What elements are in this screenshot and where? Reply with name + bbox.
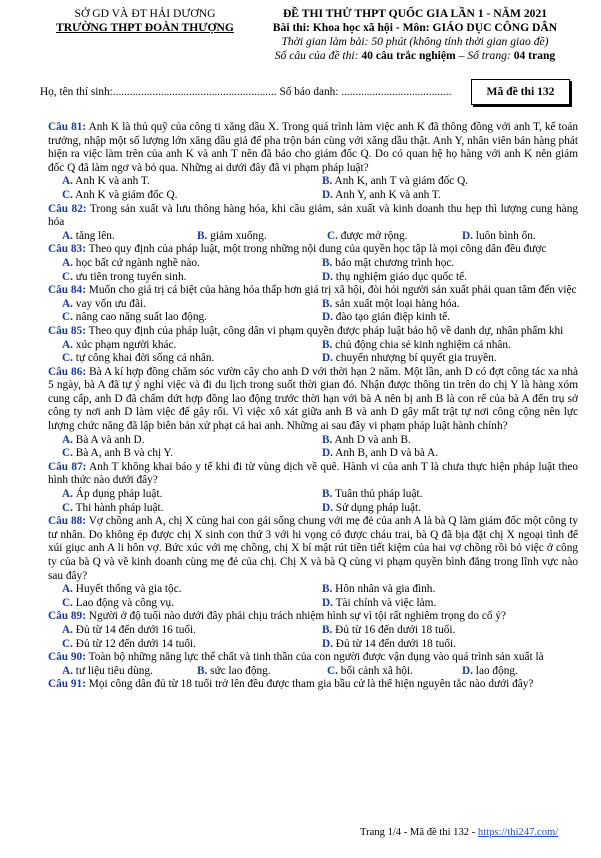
answer-options (48, 624, 578, 651)
question-text: Vợ chồng anh A, chị X cùng hai con gái sống chung với mẹ đẻ của anh A là bà Q làm giám đốc một công ty tư nhân. Do không ép được chị X sinh con thứ 3 với hi vọng có được cháu trai, bà Q đã bịa đặt chị X ngoại tình để xúi giục anh A li hôn vợ. Bức xúc với mẹ chồng, chị X bí mật rút tiền tiết kiệm của hai vợ chồng rồi bỏ việc ở công ty của bà Q và về kinh doanh cùng mẹ đẻ của chị. Chị X và bà Q cùng vi phạm quyền bình đẳng trong lĩnh vực nào sau đây? (48, 515, 578, 582)
option-text: chủ động chia sẻ kinh nghiệm cá nhân. (332, 338, 511, 351)
option-text: chuyển nhượng bí quyết gia truyền. (332, 352, 497, 365)
question (48, 243, 578, 257)
question-text: Muốn cho giá trị cá biệt của hàng hóa thấp hơn giá trị xã hội, đòi hỏi người sản xuất phải quan tâm đến việc (85, 284, 577, 297)
question-text: Bà A kí hợp đồng chăm sóc vườn cây cho anh D với thời hạn 2 năm. Một lần, anh D có đợt công tác xa nhà 5 ngày, bà A đã tự ý nghỉ việc và đi du lịch trong suốt thời gian đó. Nhận được thông tin trên do chị Y là hàng xóm cung cấp, anh D đã chấm dứt hợp đồng lao động trước thời hạn với bà A nên bị anh B là con rể của bà A đến trụ sở công ty nơi anh D làm việc để gây rối. Vì việc xô xát giữa anh B và anh D gây mất trật tự nơi công cộng nên lực lượng chức năng đã lập biên bản xử phạt cả hai anh. Những ai sau đây vi phạm pháp luật hành chính? (48, 365, 578, 433)
answer-option[interactable] (48, 583, 308, 597)
option-letter: D. (462, 229, 473, 242)
answer-options (48, 298, 578, 325)
header-left (40, 7, 250, 35)
option-text: Tài chính và việc làm. (332, 596, 437, 609)
option-letter: A. (62, 488, 73, 501)
candidate-info (40, 86, 451, 100)
question-number: Câu 84: (48, 284, 86, 297)
option-text: được mở rộng. (337, 229, 408, 242)
answer-option[interactable] (313, 665, 448, 679)
question-text: Anh K là thủ quỹ của công ti xăng dầu X. Trong quá trình làm việc anh K đã thông đồng với anh T, kế toán trưởng, nhập một số lượng lớn xăng dầu giả để pha trộn bán cùng với xăng dầu thật. Anh Y, nhân viên bán hàng phát hiện ra việc làm trên của anh K và anh T nên đã báo cho giám đốc Q. Do có quan hệ họ hàng với anh K nên giám đốc Q đã làm ngơ và bỏ qua. Những ai dưới đây đã vi phạm pháp luật? (48, 121, 578, 174)
exam-time: Thời gian làm bài: 50 phút (không tính thời gian giao đề) (281, 35, 549, 48)
option-text: Đủ từ 14 đến dưới 18 tuổi. (332, 637, 457, 650)
answer-option[interactable] (308, 257, 578, 271)
option-text: Đủ từ 16 đến dưới 18 tuổi. (332, 623, 456, 636)
answer-options (48, 257, 578, 284)
answer-option[interactable] (48, 597, 308, 611)
option-text: Anh K, anh T và giám đốc Q. (332, 175, 469, 188)
pages-prefix: – Số trang: (455, 49, 514, 62)
question-number: Câu 87: (48, 460, 87, 473)
answer-option[interactable] (308, 583, 578, 597)
question-text: Theo quy định của pháp luật, một trong những nội dung của quyền học tập là mọi công dân đều được (85, 243, 547, 256)
option-text: bảo mật chương trình học. (332, 256, 455, 269)
question (48, 121, 578, 175)
option-letter: A. (62, 256, 73, 269)
answer-option[interactable] (183, 230, 313, 244)
answer-options (48, 175, 578, 202)
option-text: Áp dụng pháp luật. (72, 488, 163, 501)
answer-option[interactable] (48, 665, 183, 679)
option-text: Thi hành pháp luật. (72, 501, 164, 514)
option-text: Hôn nhân và gia đình. (332, 583, 436, 596)
option-letter: A. (62, 175, 73, 188)
option-text: Anh K và anh T. (72, 175, 150, 188)
answer-option[interactable] (308, 339, 578, 353)
option-letter: C. (62, 188, 73, 201)
option-text: Anh B, anh D và bà A. (332, 447, 439, 460)
option-text: học bất cứ ngành nghề nào. (72, 256, 200, 269)
option-text: tăng lên. (72, 229, 115, 242)
question (48, 515, 578, 583)
option-letter: C. (62, 447, 73, 460)
answer-option[interactable] (448, 665, 578, 679)
answer-options (48, 434, 578, 461)
option-letter: D. (322, 352, 333, 365)
option-text: Anh Y, anh K và anh T. (332, 188, 441, 201)
answer-option[interactable] (313, 230, 448, 244)
question-number: Câu 90: (48, 651, 86, 664)
option-text: Anh K và giám đốc Q. (72, 188, 178, 201)
answer-option[interactable] (48, 434, 308, 448)
option-letter: B. (322, 297, 333, 310)
option-letter: B. (322, 488, 333, 501)
option-letter: B. (322, 175, 333, 188)
footer-text: Trang 1/4 - Mã đề thi 132 - (360, 827, 478, 838)
option-letter: B. (322, 433, 333, 446)
question (48, 461, 578, 488)
answer-option[interactable] (48, 271, 308, 285)
option-letter: A. (62, 664, 73, 677)
question-number: Câu 89: (48, 610, 86, 623)
question-list (48, 121, 578, 692)
option-text: Đủ từ 12 đến dưới 14 tuổi. (72, 637, 197, 650)
answer-option[interactable] (308, 175, 578, 189)
option-text: vay vốn ưu đãi. (72, 297, 146, 310)
option-letter: B. (322, 338, 333, 351)
answer-option[interactable] (308, 271, 578, 285)
exam-code-box: Mã đề thi 132 (471, 79, 570, 105)
answer-options (48, 665, 578, 679)
option-letter: D. (322, 311, 333, 324)
option-letter: D. (322, 501, 333, 514)
header-right (250, 7, 580, 63)
option-text: đào tạo gián điệp kinh tế. (332, 311, 451, 324)
question-number: Câu 86: (48, 365, 87, 378)
count-prefix: Số câu của đề thi: (274, 49, 362, 62)
footer-link[interactable]: https://thi247.com/ (477, 827, 559, 838)
question-number: Câu 85: (48, 324, 86, 337)
option-letter: A. (62, 297, 73, 310)
answer-option[interactable] (448, 230, 578, 244)
answer-option[interactable] (308, 638, 578, 652)
answer-option[interactable] (48, 624, 308, 638)
option-letter: B. (322, 623, 333, 636)
answer-option[interactable] (48, 638, 308, 652)
option-text: Bà A và anh D. (72, 433, 145, 446)
option-letter: C. (62, 501, 73, 514)
pages-value: 04 trang (513, 49, 556, 62)
question-text: Anh T không khai báo y tế khi đi từ vùng dịch về quê. Hành vi của anh T là chưa thực hiện pháp luật theo hình thức nào dưới đây? (48, 460, 579, 487)
option-letter: A. (62, 229, 73, 242)
option-letter: B. (322, 256, 333, 269)
question (48, 651, 578, 665)
exam-count (250, 49, 580, 63)
option-text: sản xuất một loại hàng hóa. (332, 297, 460, 310)
question-number: Câu 83: (48, 243, 86, 256)
answer-option[interactable] (48, 447, 308, 461)
option-letter: A. (62, 433, 73, 446)
question-number: Câu 91: (48, 678, 86, 691)
option-text: Huyết thống và gia tộc. (72, 583, 182, 596)
option-text: lao động. (472, 664, 518, 677)
candidate-sbd-label: Số báo danh: ....................................... (279, 86, 452, 98)
option-letter: C. (62, 270, 73, 283)
answer-options (48, 583, 578, 610)
option-text: ưu tiên trong tuyển sinh. (72, 270, 187, 283)
exam-subject: Bài thi: Khoa học xã hội - Môn: GIÁO DỤC CÔNG DÂN (272, 21, 558, 34)
answer-option[interactable] (183, 665, 313, 679)
option-text: bối cảnh xã hội. (337, 664, 413, 677)
option-letter: D. (322, 637, 333, 650)
option-text: nâng cao năng suất lao động. (72, 311, 207, 324)
option-letter: C. (327, 229, 338, 242)
option-letter: D. (462, 664, 473, 677)
option-letter: A. (62, 338, 73, 351)
answer-option[interactable] (308, 502, 578, 516)
answer-option[interactable] (48, 230, 183, 244)
answer-options (48, 488, 578, 515)
option-text: sức lao động. (207, 664, 271, 677)
question (48, 610, 578, 624)
answer-option[interactable] (48, 352, 308, 366)
question-text: Người ở độ tuổi nào dưới đây phải chịu trách nhiệm hình sự vì tội rất nghiêm trọng do cố ý? (85, 610, 506, 623)
question (48, 325, 578, 339)
option-letter: A. (62, 583, 73, 596)
school-name: TRƯỜNG THPT ĐOÀN THƯỢNG (56, 21, 234, 34)
answer-option[interactable] (48, 339, 308, 353)
answer-option[interactable] (308, 447, 578, 461)
answer-option[interactable] (48, 488, 308, 502)
option-letter: C. (62, 596, 73, 609)
option-text: tư liệu tiêu dùng. (72, 664, 153, 677)
answer-option[interactable] (308, 352, 578, 366)
option-letter: B. (197, 229, 208, 242)
option-text: Tuân thủ pháp luật. (332, 488, 423, 501)
exam-title: ĐỀ THI THỬ THPT QUỐC GIA LẦN 1 - NĂM 2021 (282, 7, 548, 20)
option-letter: A. (62, 623, 73, 636)
question (48, 678, 578, 692)
option-letter: B. (197, 664, 208, 677)
candidate-name-label: Họ, tên thí sinh:.......................................................... (40, 86, 277, 98)
question-text: Mọi công dân đủ từ 18 tuổi trở lên đều được tham gia bầu cử là thể hiện nguyên tắc nào dưới đây? (85, 678, 534, 691)
department-name: SỞ GD VÀ ĐT HẢI DƯƠNG (74, 7, 216, 20)
question-text: Trong sản xuất và lưu thông hàng hóa, khi cầu giảm, sản xuất và kinh doanh thu hẹp thì lượng cung hàng hóa (48, 202, 578, 229)
option-text: Sử dụng pháp luật. (332, 501, 422, 514)
question-number: Câu 82: (48, 202, 87, 215)
answer-option[interactable] (48, 257, 308, 271)
answer-option[interactable] (48, 311, 308, 325)
option-letter: C. (62, 637, 73, 650)
option-text: thụ nghiệm giáo dục quốc tế. (332, 270, 467, 283)
option-letter: D. (322, 270, 333, 283)
answer-option[interactable] (308, 624, 578, 638)
answer-options (48, 230, 578, 244)
answer-option[interactable] (48, 298, 308, 312)
answer-option[interactable] (308, 434, 578, 448)
option-text: luôn bình ổn. (472, 229, 536, 242)
answer-option[interactable] (48, 189, 308, 203)
option-text: Lao động và công vụ. (72, 596, 175, 609)
count-value: 40 câu trắc nghiệm (361, 49, 456, 62)
option-letter: D. (322, 447, 333, 460)
option-letter: D. (322, 596, 333, 609)
answer-option[interactable] (308, 311, 578, 325)
answer-option[interactable] (308, 597, 578, 611)
answer-option[interactable] (308, 298, 578, 312)
question-text: Toàn bộ những năng lực thể chất và tinh thần của con người được vận dụng vào quá trình sản xuất là (85, 651, 544, 664)
answer-options (48, 339, 578, 366)
question (48, 366, 578, 434)
option-letter: D. (322, 188, 333, 201)
answer-option[interactable] (308, 488, 578, 502)
question-text: Theo quy định của pháp luật, công dân vi phạm quyền được pháp luật bảo hộ về danh dự, nhân phẩm khi (85, 324, 564, 337)
question-number: Câu 88: (48, 515, 87, 528)
option-letter: B. (322, 583, 333, 596)
option-text: xúc phạm người khác. (72, 338, 177, 351)
question (48, 284, 578, 298)
option-text: Anh D và anh B. (332, 433, 411, 446)
option-text: Đủ từ 14 đến dưới 16 tuổi. (72, 623, 197, 636)
option-text: giảm xuống. (207, 229, 267, 242)
option-letter: C. (62, 311, 73, 324)
answer-option[interactable] (48, 502, 308, 516)
page-footer (360, 826, 558, 840)
option-text: tự công khai đời sống cá nhân. (72, 352, 215, 365)
answer-option[interactable] (308, 189, 578, 203)
option-text: Bà A, anh B và chị Y. (72, 447, 174, 460)
question (48, 203, 578, 230)
option-letter: C. (327, 664, 338, 677)
answer-option[interactable] (48, 175, 308, 189)
question-number: Câu 81: (48, 121, 87, 133)
option-letter: C. (62, 352, 73, 365)
